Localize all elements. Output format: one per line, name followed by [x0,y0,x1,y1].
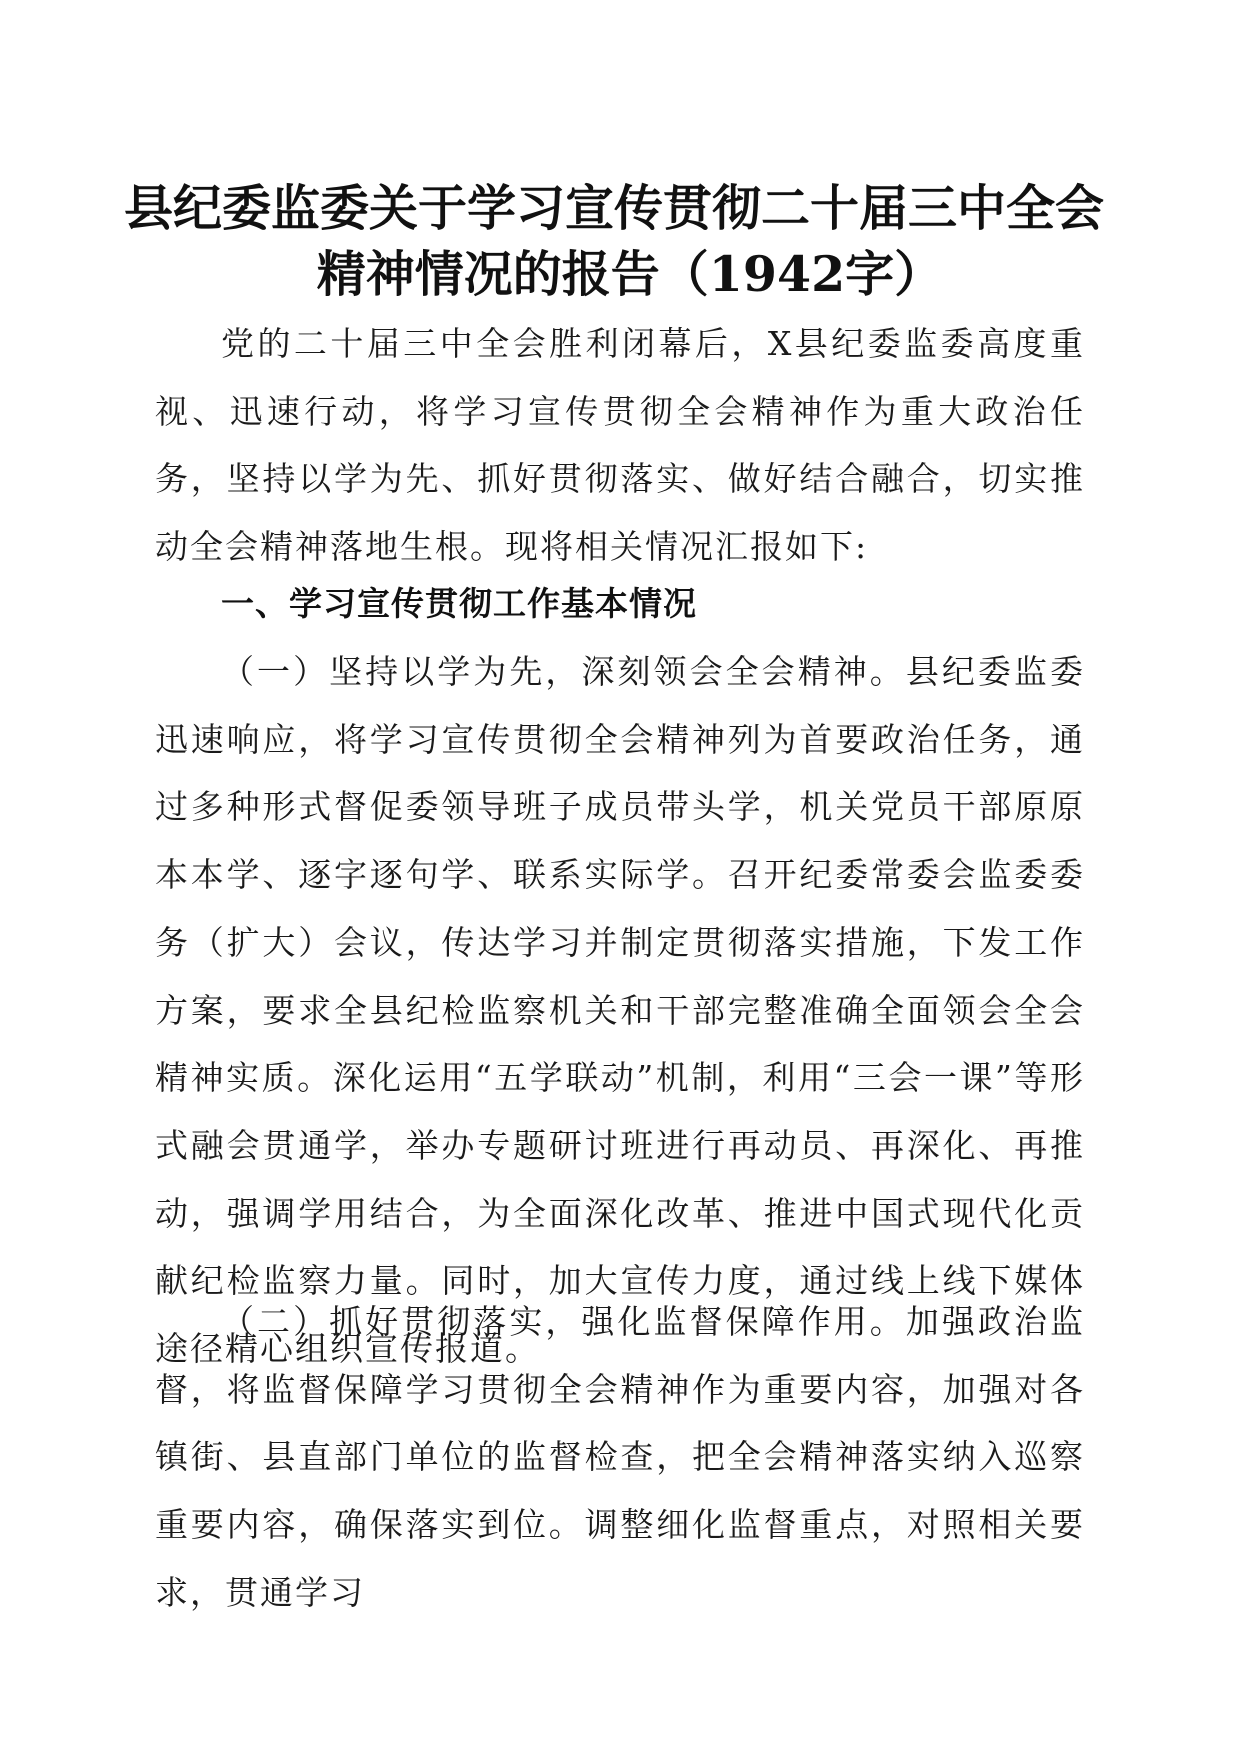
document-title-line-2: 精神情况的报告（1942字） [316,245,944,303]
subsection-2-paragraph: （二）抓好贯彻落实，强化监督保障作用。加强政治监督，将监督保障学习贯彻全会精神作为重要内容，加强对各镇街、县直部门单位的监督检查，把全会精神落实纳入巡察重要内容，确保落实到位。调整细化监督重点，对照相关要求，贯通学习 [155,1302,1085,1612]
intro-paragraph: 党的二十届三中全会胜利闭幕后，X县纪委监委高度重视、迅速行动，将学习宣传贯彻全会精神作为重大政治任务，坚持以学为先、抓好贯彻落实、做好结合融合，切实推动全会精神落地生根。现将相关情况汇报如下: [155,324,1085,567]
document-title-line-1: 县纪委监委关于学习宣传贯彻二十届三中全会 [123,179,1104,237]
section-1-heading: 一、学习宣传贯彻工作基本情况 [221,584,697,623]
subsection-1-paragraph: （一）坚持以学为先，深刻领会全会精神。县纪委监委迅速响应，将学习宣传贯彻全会精神列为首要政治任务，通过多种形式督促委领导班子成员带头学，机关党员干部原原本本学、逐字逐句学、联系实际学。召开纪委常委会监委委务（扩大）会议，传达学习并制定贯彻落实措施，下发工作方案，要求全县纪检监察机关和干部完整准确全面领会全会精神实质。深化运用“五学联动”机制，利用“三会一课”等形式融会贯通学，举办专题研讨班进行再动员、再深化、再推动，强调学用结合，为全面深化改革、推进中国式现代化贡献纪检监察力量。同时，加大宣传力度，通过线上线下媒体途径精心组织宣传报道。 [155,652,1085,1369]
